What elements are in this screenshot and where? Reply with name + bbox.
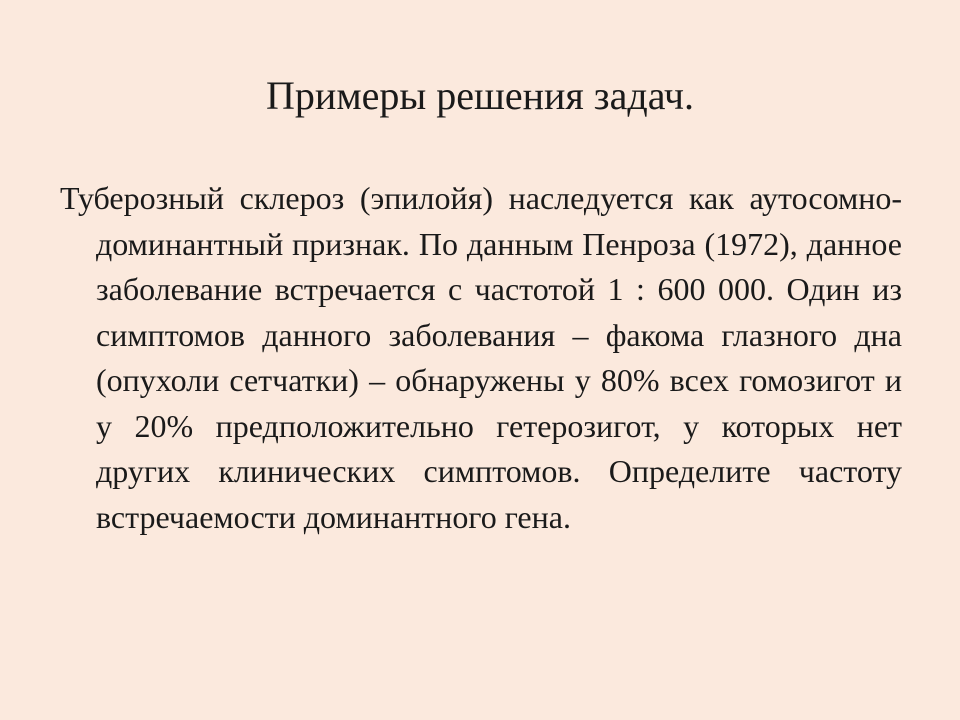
slide-title: Примеры решения задач. bbox=[266, 73, 694, 118]
problem-text: Туберозный склероз (эпилойя) наследуется как аутосомно-доминантный признак. По данным Пенроза (1972), данное заболевание встречается с частотой 1 : 600 000. Один из симптомов данного заболевания – факома глазного дна (опухоли сетчатки) – обнаружены у 80% всех гомозигот и у 20% предположительно гетерозигот, у которых нет других клинических симптомов. Определите частоту встречаемости доминантного гена. bbox=[60, 180, 902, 535]
